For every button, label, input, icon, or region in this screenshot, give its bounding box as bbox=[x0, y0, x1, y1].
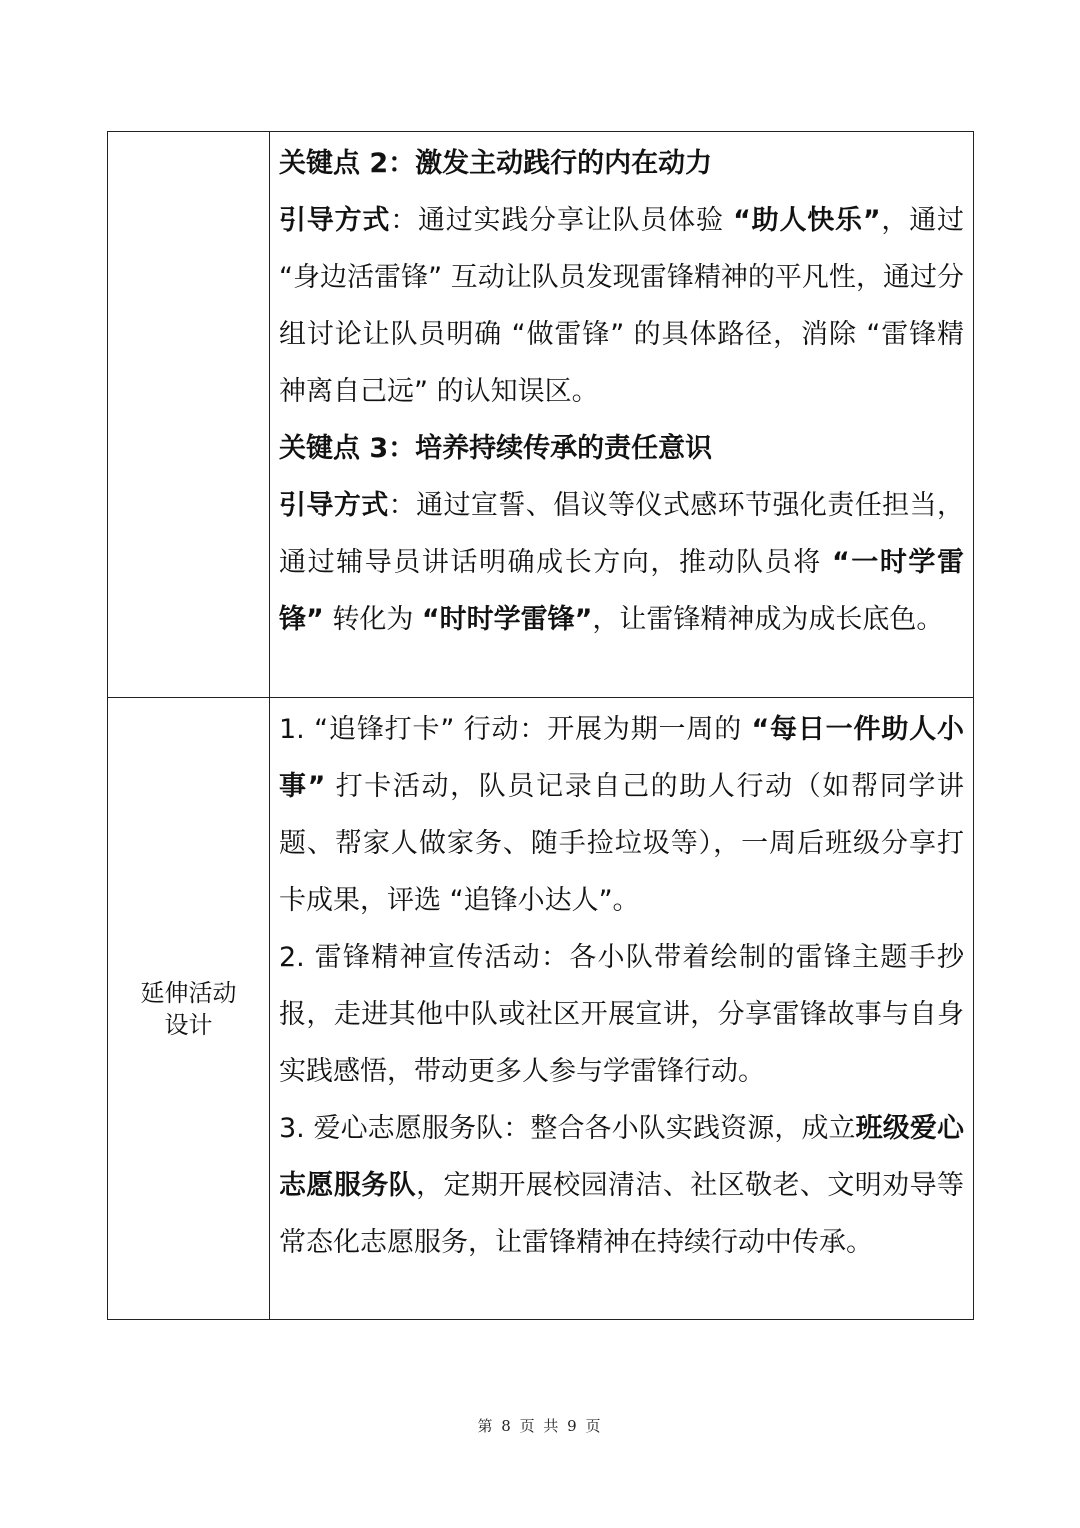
bold-text-segment: “时时学雷锋” bbox=[421, 604, 593, 635]
row-content-cell bbox=[270, 132, 973, 697]
table-row-key-points bbox=[108, 132, 973, 698]
table-row-extension-activities bbox=[108, 698, 973, 1319]
paragraph bbox=[279, 929, 964, 1100]
text-segment: 转化为 bbox=[323, 604, 422, 635]
paragraph bbox=[279, 420, 964, 477]
bold-text-segment: “助人快乐” bbox=[733, 205, 881, 236]
bold-text-segment: “每日一件助人小事” bbox=[279, 714, 964, 802]
paragraph bbox=[279, 135, 964, 192]
bold-text-segment: 关键点 2：激发主动践行的内在动力 bbox=[279, 148, 713, 179]
bold-text-segment: 引导方式 bbox=[279, 490, 389, 521]
row-content-cell bbox=[270, 698, 973, 1319]
text-segment: 3. 爱心志愿服务队：整合各小队实践资源，成立 bbox=[279, 1113, 856, 1144]
paragraph bbox=[279, 477, 964, 648]
text-segment: ，通过 “身边活雷锋” 互动让队员发现雷锋精神的平凡性，通过分组讨论让队员明确 “做雷锋” 的具体路径，消除 “雷锋精神离自己远” 的认知误区。 bbox=[279, 205, 964, 407]
text-segment: 1. “追锋打卡” 行动：开展为期一周的 bbox=[279, 714, 752, 745]
row-label-cell bbox=[108, 698, 270, 1319]
text-segment: 2. 雷锋精神宣传活动：各小队带着绘制的雷锋主题手抄报，走进其他中队或社区开展宣讲，分享雷锋故事与自身实践感悟，带动更多人参与学雷锋行动。 bbox=[279, 942, 964, 1087]
page-number-footer: 第 8 页 共 9 页 bbox=[477, 1417, 603, 1435]
text-segment: ，定期开展校园清洁、社区敬老、文明劝导等常态化志愿服务，让雷锋精神在持续行动中传承。 bbox=[279, 1170, 965, 1258]
bold-text-segment: 引导方式 bbox=[279, 205, 391, 236]
document-table bbox=[107, 131, 974, 1320]
text-segment: 打卡活动，队员记录自己的助人行动（如帮同学讲题、帮家人做家务、随手捡垃圾等），一周后班级分享打卡成果，评选 “追锋小达人”。 bbox=[279, 771, 964, 916]
row-label-cell bbox=[108, 132, 270, 697]
text-segment: ：通过实践分享让队员体验 bbox=[390, 205, 734, 236]
text-segment: ，让雷锋精神成为成长底色。 bbox=[592, 604, 944, 635]
text-segment: ：通过宣誓、倡议等仪式感环节强化责任担当，通过辅导员讲话明确成长方向，推动队员将 bbox=[279, 490, 965, 578]
paragraph bbox=[279, 1100, 964, 1271]
row-label-extension-activity-design: 延伸活动设计 bbox=[140, 978, 237, 1039]
bold-text-segment: “一时学雷锋” bbox=[279, 547, 964, 635]
bold-text-segment: 关键点 3：培养持续传承的责任意识 bbox=[279, 433, 713, 464]
bold-text-segment: 班级爱心志愿服务队 bbox=[279, 1113, 965, 1201]
paragraph bbox=[279, 701, 964, 929]
paragraph bbox=[279, 192, 964, 420]
